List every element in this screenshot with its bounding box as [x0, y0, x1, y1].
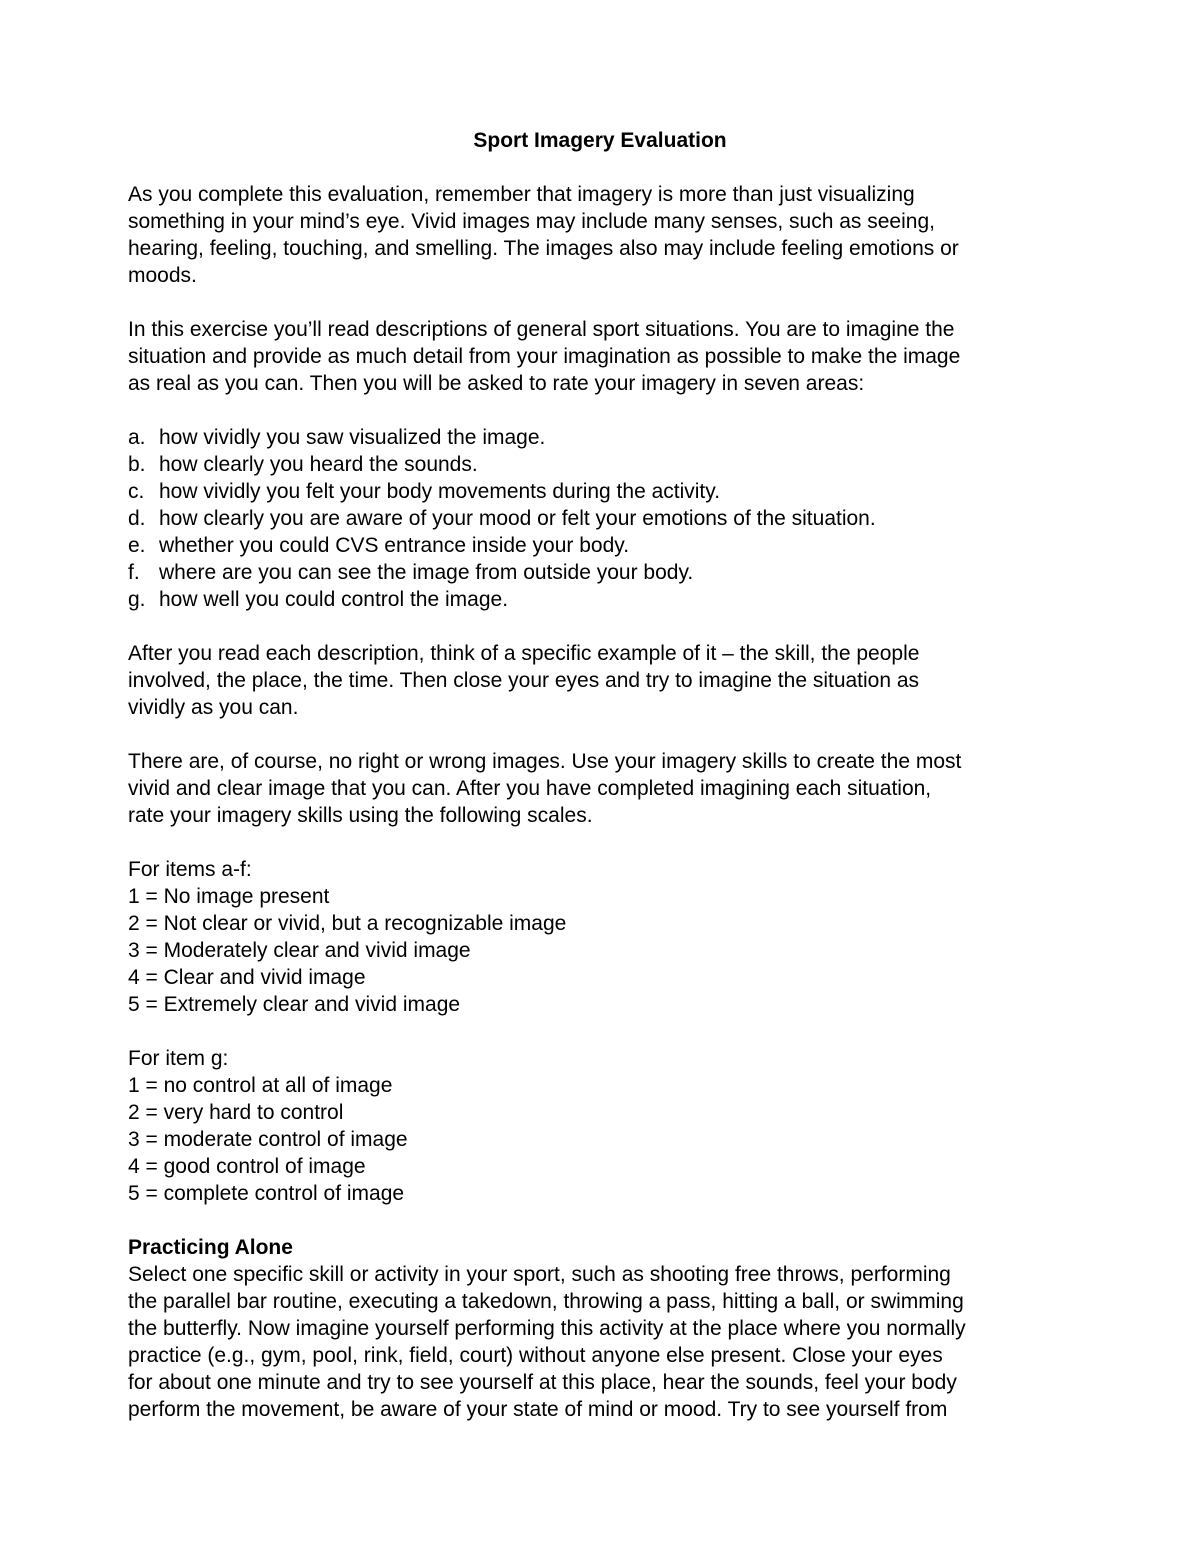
list-item	[128, 586, 1078, 613]
list-letter: g.	[128, 588, 146, 611]
list-item	[128, 451, 1078, 478]
scale-item: 5 = Extremely clear and vivid image	[128, 993, 461, 1016]
rating-paragraph	[128, 748, 1078, 829]
text-line: hearing, feeling, touching, and smelling. The images also may include feeling emotions or	[128, 237, 959, 260]
text-line: As you complete this evaluation, remember that imagery is more than just visualizing	[128, 183, 915, 206]
list-item-text: whether you could CVS entrance inside your body.	[159, 534, 630, 557]
text-line: rate your imagery skills using the following scales.	[128, 804, 593, 827]
practicing-alone-section	[128, 1234, 1078, 1423]
document-title: Sport Imagery Evaluation	[473, 129, 727, 152]
list-item-text: how vividly you saw visualized the image.	[159, 426, 546, 449]
list-letter: c.	[128, 480, 145, 503]
scale-item: 2 = Not clear or vivid, but a recognizable image	[128, 912, 567, 935]
list-item	[128, 505, 1078, 532]
scale-item: 1 = no control at all of image	[128, 1074, 393, 1097]
scale-heading: For items a-f:	[128, 858, 252, 881]
text-line: for about one minute and try to see yourself at this place, hear the sounds, feel your body	[128, 1371, 957, 1394]
scale-item: 4 = good control of image	[128, 1155, 366, 1178]
list-letter: e.	[128, 534, 146, 557]
text-line: After you read each description, think of a specific example of it – the skill, the people	[128, 642, 920, 665]
list-item	[128, 532, 1078, 559]
list-item-text: how well you could control the image.	[159, 588, 509, 611]
list-letter: f.	[128, 561, 140, 584]
imagery-areas-list	[128, 424, 1078, 613]
text-line: involved, the place, the time. Then close your eyes and try to imagine the situation as	[128, 669, 920, 692]
list-item-text: how clearly you heard the sounds.	[159, 453, 478, 476]
list-item-text: how vividly you felt your body movements during the activity.	[159, 480, 721, 503]
scale-item: 3 = moderate control of image	[128, 1128, 408, 1151]
document-content	[128, 127, 1078, 1450]
list-letter: d.	[128, 507, 146, 530]
section-heading: Practicing Alone	[128, 1236, 293, 1259]
text-line: moods.	[128, 264, 197, 287]
scale-item: 1 = No image present	[128, 885, 330, 908]
scale-item: 3 = Moderately clear and vivid image	[128, 939, 471, 962]
list-item	[128, 478, 1078, 505]
list-item	[128, 559, 1078, 586]
text-line: the butterfly. Now imagine yourself performing this activity at the place where you normally	[128, 1317, 966, 1340]
list-letter: b.	[128, 453, 146, 476]
text-line: the parallel bar routine, executing a takedown, throwing a pass, hitting a ball, or swimming	[128, 1290, 964, 1313]
scale-item-g	[128, 1045, 1078, 1207]
scale-item: 5 = complete control of image	[128, 1182, 405, 1205]
list-item-text: how clearly you are aware of your mood or felt your emotions of the situation.	[159, 507, 876, 530]
scale-item: 2 = very hard to control	[128, 1101, 344, 1124]
text-line: vividly as you can.	[128, 696, 299, 719]
scale-heading: For item g:	[128, 1047, 229, 1070]
intro-paragraph-2	[128, 316, 1078, 397]
text-line: vivid and clear image that you can. After you have completed imagining each situation,	[128, 777, 932, 800]
instructions-paragraph	[128, 640, 1078, 721]
text-line: as real as you can. Then you will be asked to rate your imagery in seven areas:	[128, 372, 865, 395]
intro-paragraph-1	[128, 181, 1078, 289]
list-item-text: where are you can see the image from outside your body.	[159, 561, 694, 584]
text-line: perform the movement, be aware of your state of mind or mood. Try to see yourself from	[128, 1398, 948, 1421]
text-line: Select one specific skill or activity in your sport, such as shooting free throws, performing	[128, 1263, 951, 1286]
text-line: something in your mind’s eye. Vivid images may include many senses, such as seeing,	[128, 210, 935, 233]
scale-items-a-f	[128, 856, 1078, 1018]
text-line: practice (e.g., gym, pool, rink, field, court) without anyone else present. Close your eyes	[128, 1344, 943, 1367]
list-letter: a.	[128, 426, 146, 449]
list-item	[128, 424, 1078, 451]
text-line: There are, of course, no right or wrong images. Use your imagery skills to create the most	[128, 750, 962, 773]
text-line: situation and provide as much detail from your imagination as possible to make the image	[128, 345, 961, 368]
text-line: In this exercise you’ll read descriptions of general sport situations. You are to imagine the	[128, 318, 955, 341]
scale-item: 4 = Clear and vivid image	[128, 966, 366, 989]
